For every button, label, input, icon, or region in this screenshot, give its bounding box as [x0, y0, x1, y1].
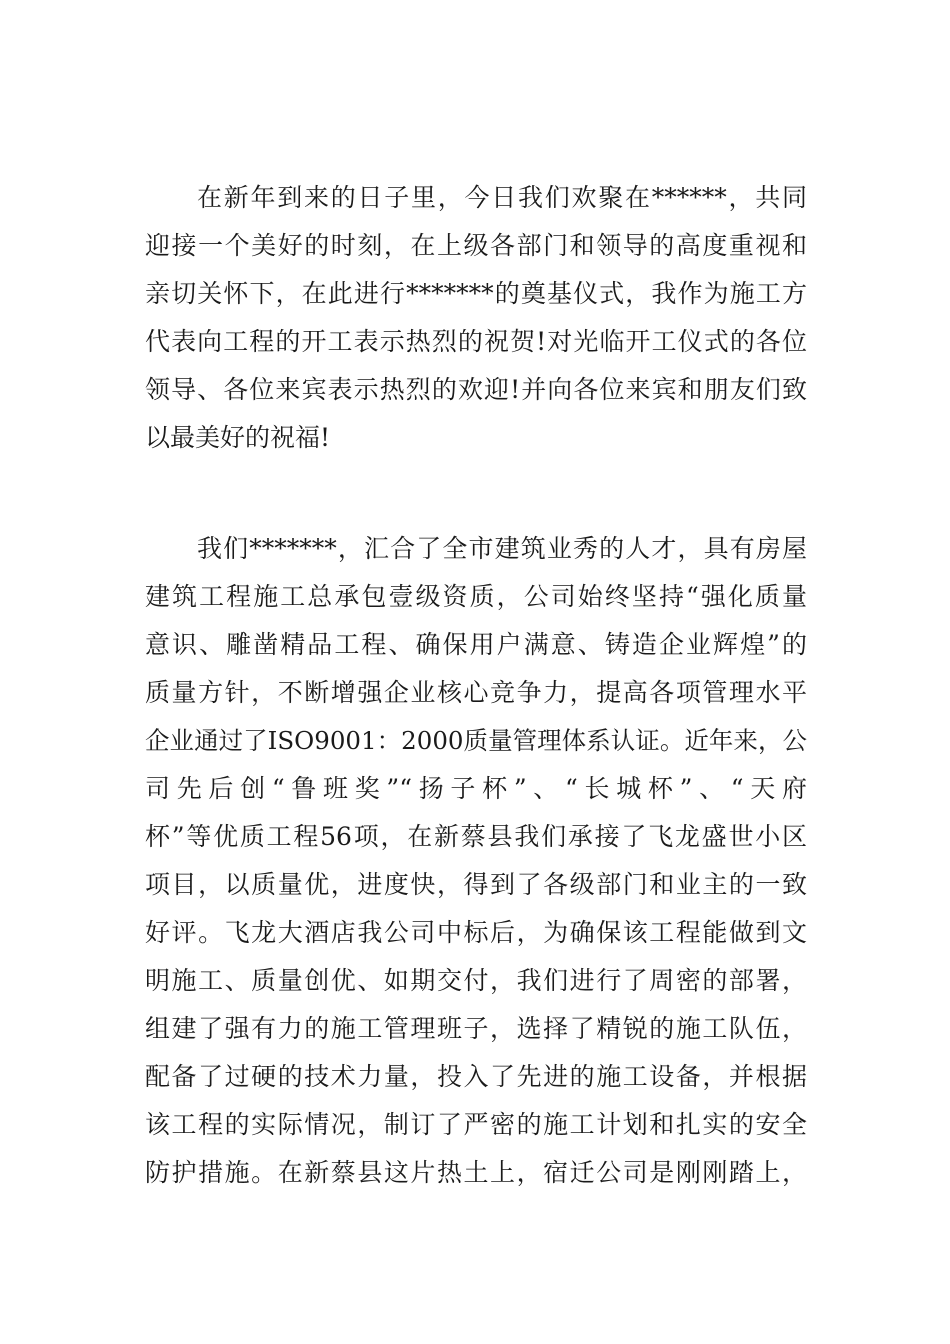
paragraph-line: 企业通过了ISO9001：2000质量管理体系认证。近年来，公: [145, 726, 807, 755]
paragraph-line: 配备了过硬的技术力量，投入了先进的施工设备，并根据: [145, 1062, 807, 1091]
paragraph-line: 司先后创“鲁班奖”“扬子杯”、“长城杯”、“天府: [145, 774, 807, 803]
paragraph-line: 迎接一个美好的时刻，在上级各部门和领导的高度重视和: [145, 231, 807, 260]
paragraph-line: 明施工、质量创优、如期交付，我们进行了周密的部署，: [145, 966, 807, 995]
paragraph-line: 我们*******，汇合了全市建筑业秀的人才，具有房屋: [197, 534, 807, 563]
paragraph-line: 亲切关怀下，在此进行*******的奠基仪式，我作为施工方: [145, 279, 807, 308]
paragraph-line: 防护措施。在新蔡县这片热土上，宿迁公司是刚刚踏上，: [145, 1158, 807, 1187]
paragraph-line: 组建了强有力的施工管理班子，选择了精锐的施工队伍，: [145, 1014, 807, 1043]
paragraph-line: 以最美好的祝福!: [145, 423, 331, 452]
paragraph-line: 在新年到来的日子里，今日我们欢聚在******，共同: [197, 183, 807, 212]
paragraph-2: [145, 525, 807, 1197]
paragraph-line: 项目，以质量优，进度快，得到了各级部门和业主的一致: [145, 870, 807, 899]
paragraph-line: 建筑工程施工总承包壹级资质，公司始终坚持“强化质量: [145, 582, 807, 611]
paragraph-line: 领导、各位来宾表示热烈的欢迎!并向各位来宾和朋友们致: [145, 375, 807, 404]
paragraph-line: 质量方针，不断增强企业核心竞争力，提高各项管理水平: [145, 678, 807, 707]
paragraph-line: 代表向工程的开工表示热烈的祝贺!对光临开工仪式的各位: [145, 327, 807, 356]
paragraph-line: 杯”等优质工程56项，在新蔡县我们承接了飞龙盛世小区: [145, 822, 807, 851]
paragraph-line: 好评。飞龙大酒店我公司中标后，为确保该工程能做到文: [145, 918, 807, 947]
paragraph-1: [145, 174, 807, 462]
paragraph-line: 意识、雕凿精品工程、确保用户满意、铸造企业辉煌”的: [145, 630, 807, 659]
paragraph-line: 该工程的实际情况，制订了严密的施工计划和扎实的安全: [145, 1110, 807, 1139]
